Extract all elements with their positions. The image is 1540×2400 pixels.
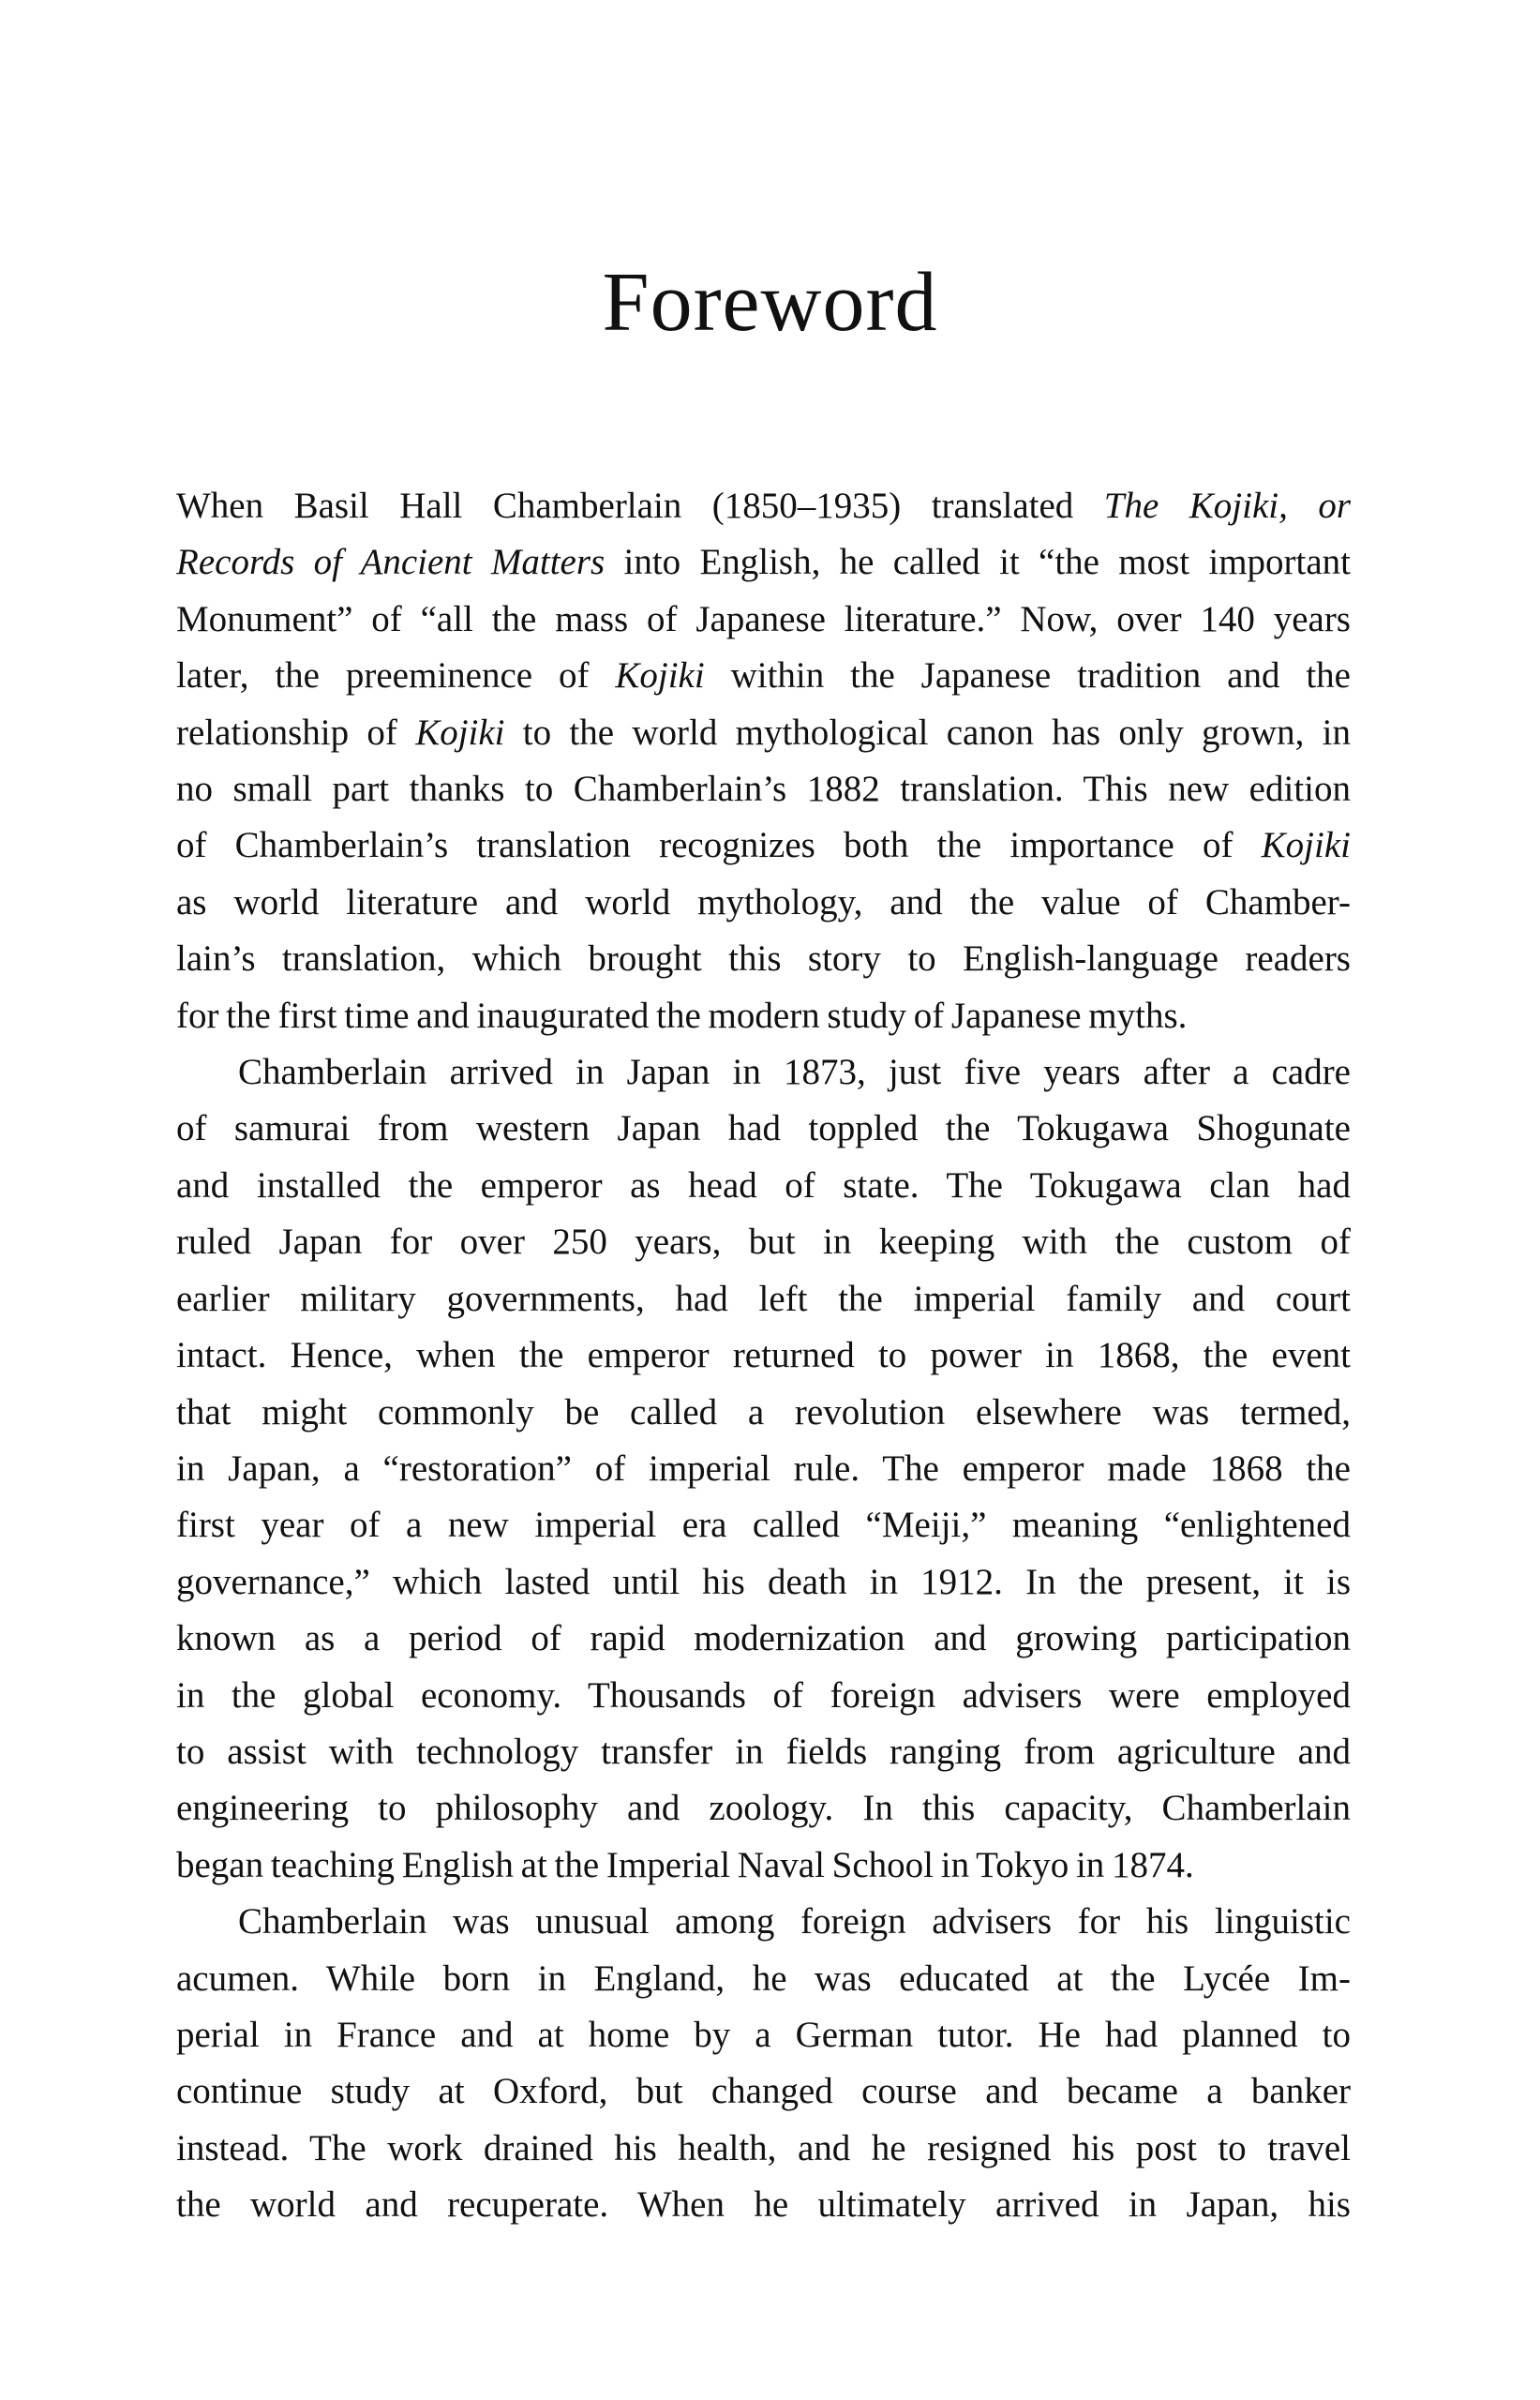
text-line: as world literature and world mythology, and the value of Chamber- (176, 881, 1351, 922)
text-line: known as a period of rapid modernization and growing participation (176, 1618, 1351, 1659)
text-line: later, the preeminence of Kojiki within the Japanese tradition and the (176, 655, 1351, 697)
paragraph (176, 1894, 1351, 2233)
text-line: perial in France and at home by a German tutor. He had planned to (176, 2014, 1351, 2055)
text-line: lain’s translation, which brought this story to English-language readers (176, 938, 1351, 980)
text-line: that might commonly be called a revolution elsewhere was termed, (176, 1391, 1351, 1432)
text-line: and installed the emperor as head of state. The Tokugawa clan had (176, 1164, 1351, 1206)
body-text (176, 478, 1351, 2234)
text-line: first year of a new imperial era called “Meiji,” meaning “enlightened (176, 1505, 1351, 1546)
text-line: ruled Japan for over 250 years, but in keeping with the custom of (176, 1222, 1351, 1263)
text-line: Chamberlain arrived in Japan in 1873, just five years after a cadre (238, 1052, 1351, 1093)
text-line: for the first time and inaugurated the modern study of Japanese myths. (176, 995, 1188, 1036)
italic-title: Records of Ancient Matters (176, 542, 606, 583)
text-line: earlier military governments, had left the imperial family and court (176, 1278, 1351, 1319)
text-line: instead. The work drained his health, and he resigned his post to travel (176, 2127, 1351, 2168)
text-line: to assist with technology transfer in fields ranging from agriculture and (176, 1731, 1351, 1772)
text-line: continue study at Oxford, but changed course and became a banker (176, 2071, 1351, 2112)
text-line: relationship of Kojiki to the world mythological canon has only grown, in (176, 712, 1351, 753)
text-line: When Basil Hall Chamberlain (1850–1935) translated The Kojiki, or (176, 486, 1351, 526)
text-line: the world and recuperate. When he ultimately arrived in Japan, his (176, 2184, 1351, 2226)
text-line: Records of Ancient Matters into English, he called it “the most important (176, 542, 1351, 583)
text-line: Chamberlain was unusual among foreign advisers for his linguistic (238, 1901, 1351, 1942)
italic-title: Kojiki (1261, 825, 1351, 866)
text-line: of samurai from western Japan had toppled the Tokugawa Shogunate (176, 1108, 1351, 1149)
paragraph (176, 1044, 1351, 1894)
italic-title: Kojiki (415, 712, 505, 753)
text-line: of Chamberlain’s translation recognizes both the importance of Kojiki (176, 825, 1351, 866)
text-line: acumen. While born in England, he was educated at the Lycée Im- (176, 1958, 1351, 1999)
text-line: governance,” which lasted until his death in 1912. In the present, it is (176, 1561, 1351, 1602)
text-line: in the global economy. Thousands of foreign advisers were employed (176, 1674, 1351, 1716)
text-line: in Japan, a “restoration” of imperial rule. The emperor made 1868 the (176, 1448, 1351, 1489)
italic-title: The Kojiki, or (1103, 486, 1351, 526)
paragraph (176, 478, 1351, 1044)
text-line: intact. Hence, when the emperor returned to power in 1868, the event (176, 1335, 1351, 1376)
italic-title: Kojiki (615, 655, 705, 697)
page-title: Foreword (602, 256, 938, 349)
text-line: engineering to philosophy and zoology. In this capacity, Chamberlain (176, 1788, 1351, 1829)
text-line: Monument” of “all the mass of Japanese literature.” Now, over 140 years (176, 598, 1351, 639)
text-line: no small part thanks to Chamberlain’s 1882 translation. This new edition (176, 769, 1351, 810)
text-line: began teaching English at the Imperial Naval School in Tokyo in 1874. (176, 1844, 1194, 1885)
